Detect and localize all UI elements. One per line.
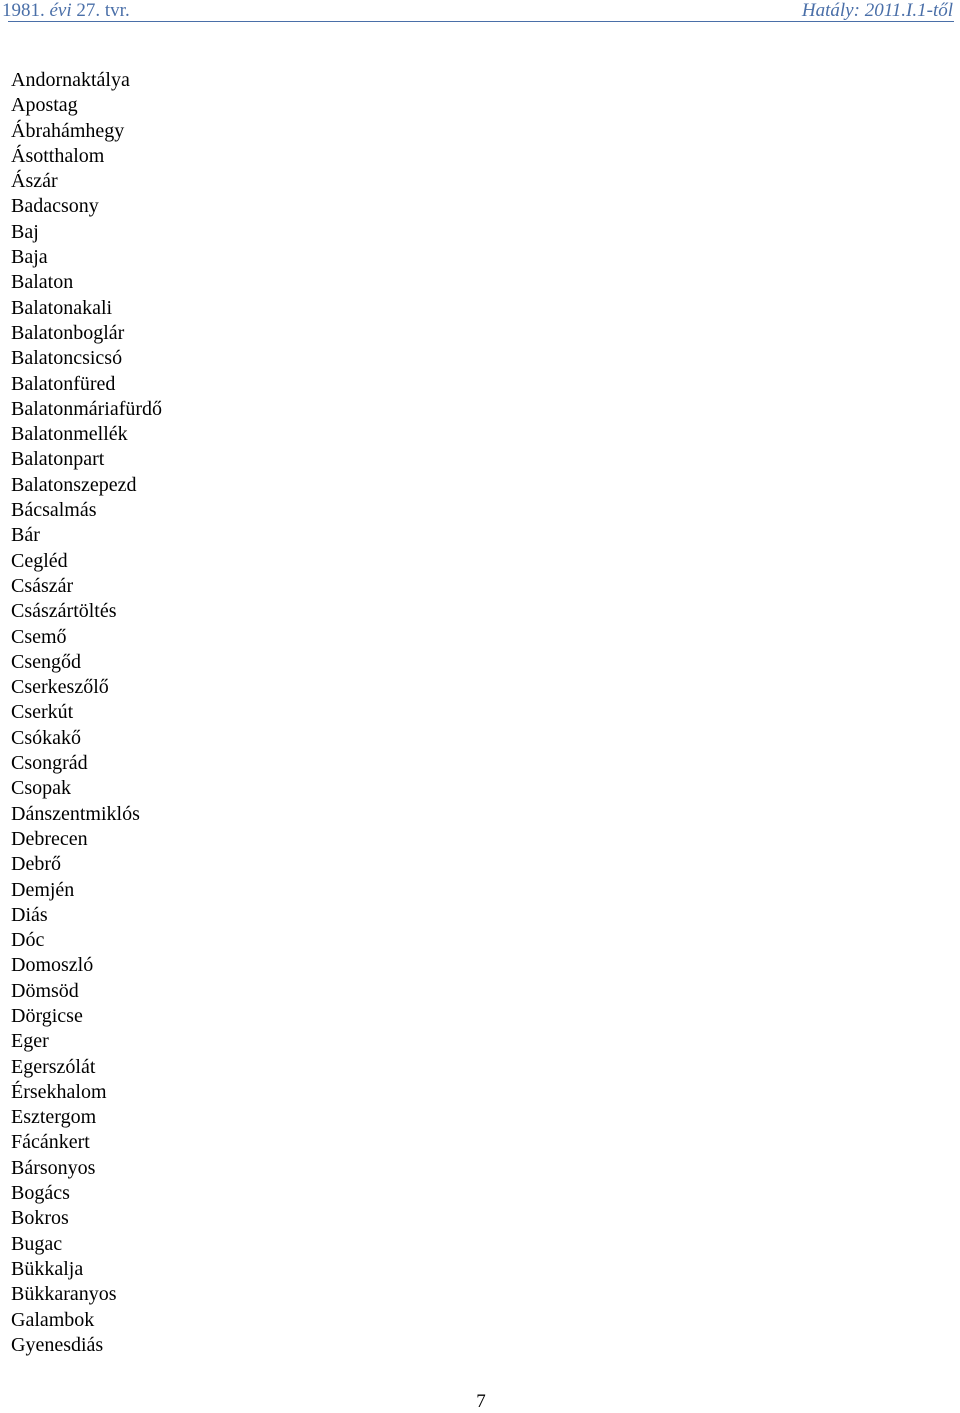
list-item: Apostag — [11, 94, 78, 117]
list-item: Badacsony — [11, 195, 99, 218]
list-item: Bár — [11, 524, 40, 547]
list-item: Ábrahámhegy — [11, 119, 125, 142]
list-item: Csopak — [11, 777, 71, 800]
list-item: Csongrád — [11, 752, 88, 775]
header-divider — [8, 21, 954, 22]
list-item: Dörgicse — [11, 1004, 83, 1027]
list-item: Balaton — [11, 271, 74, 294]
list-item: Fácánkert — [11, 1131, 90, 1154]
list-item: Balatonmellék — [11, 423, 128, 446]
list-item: Bársonyos — [11, 1156, 96, 1179]
page-header — [0, 0, 960, 22]
list-item: Ászár — [11, 170, 58, 193]
list-item: Császár — [11, 574, 74, 597]
list-item: Csemő — [11, 625, 67, 648]
header-law-reference — [2, 1, 130, 21]
place-name-list — [11, 68, 162, 1358]
list-item: Bokros — [11, 1207, 69, 1230]
list-item: Debrecen — [11, 827, 88, 850]
list-item: Bugac — [11, 1232, 63, 1255]
list-item: Galambok — [11, 1308, 95, 1331]
list-item: Dóc — [11, 929, 45, 952]
list-item: Érsekhalom — [11, 1080, 107, 1103]
list-item: Eger — [11, 1030, 49, 1053]
list-item: Balatonfüred — [11, 372, 116, 395]
list-item: Demjén — [11, 878, 75, 901]
list-item: Dánszentmiklós — [11, 802, 140, 825]
list-item: Dömsöd — [11, 979, 79, 1002]
list-item: Baja — [11, 246, 48, 269]
list-item: Balatonmáriafürdő — [11, 397, 163, 420]
header-decree: 27. tvr. — [71, 0, 130, 21]
header-effective-date: Hatály: 2011.I.1-től — [801, 0, 953, 21]
header-evi: évi — [49, 0, 72, 21]
list-item: Balatonboglár — [11, 321, 125, 344]
list-item: Balatonszepezd — [11, 473, 137, 496]
list-item: Egerszólát — [11, 1055, 96, 1078]
list-item: Esztergom — [11, 1106, 97, 1129]
list-item: Gyenesdiás — [11, 1333, 104, 1356]
list-item: Baj — [11, 220, 39, 243]
list-item: Balatonpart — [11, 448, 105, 471]
list-item: Cserkút — [11, 701, 74, 724]
list-item: Domoszló — [11, 954, 94, 977]
list-item: Bükkalja — [11, 1257, 84, 1280]
list-item: Bogács — [11, 1182, 70, 1205]
list-item: Diás — [11, 903, 48, 926]
list-item: Andornaktálya — [11, 69, 130, 91]
list-item: Bükkaranyos — [11, 1283, 117, 1306]
list-item: Csengőd — [11, 650, 81, 673]
list-item: Cegléd — [11, 549, 68, 572]
list-item: Ásotthalom — [11, 144, 105, 167]
list-item: Csókakő — [11, 726, 81, 749]
page-number: 7 — [476, 1391, 486, 1412]
list-item: Bácsalmás — [11, 499, 97, 522]
list-item: Balatonakali — [11, 296, 113, 319]
list-item: Debrő — [11, 853, 61, 876]
list-item: Balatoncsicsó — [11, 347, 123, 370]
list-item: Cserkeszőlő — [11, 676, 109, 699]
list-item: Császártöltés — [11, 600, 117, 623]
header-year: 1981. — [2, 0, 50, 21]
